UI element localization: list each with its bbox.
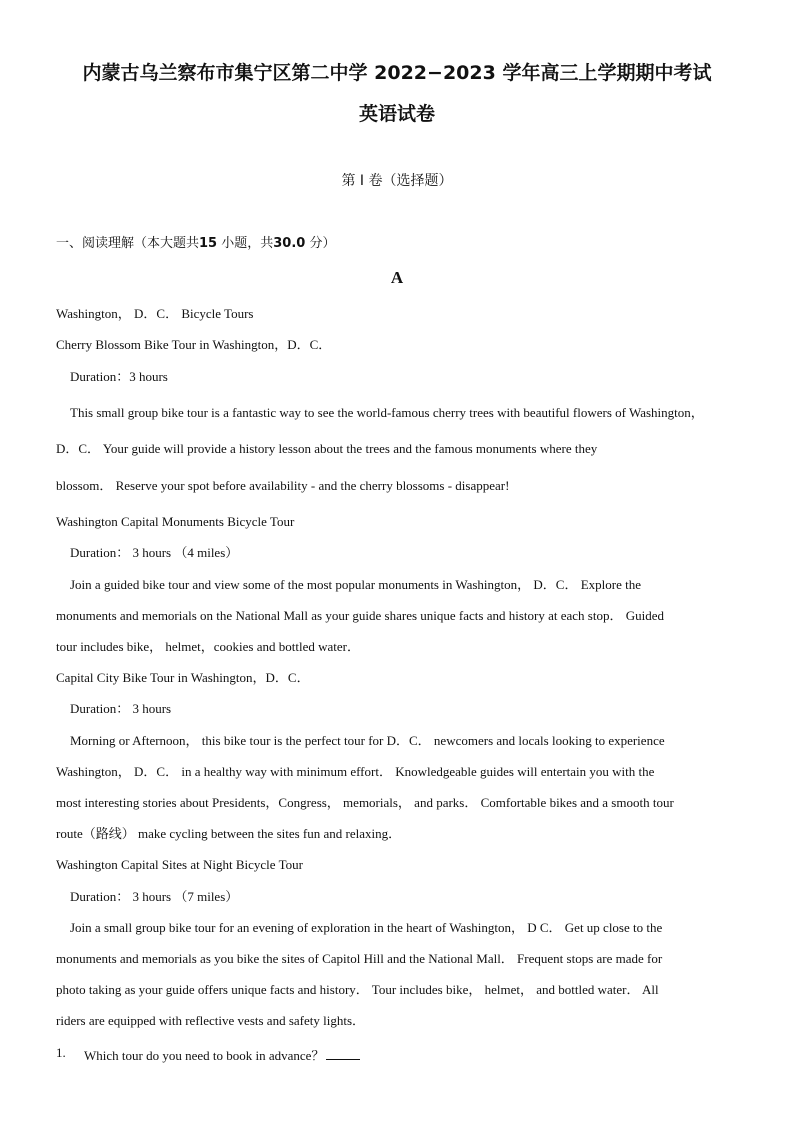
exam-title: 内蒙古乌兰察布市集宁区第二中学 2022−2023 学年高三上学期期中考试 xyxy=(82,62,712,84)
passage-line: Cherry Blossom Bike Tour in Washington，D．C． xyxy=(56,337,332,352)
section-suffix: 分） xyxy=(309,236,336,251)
passage-line: Join a small group bike tour for an evening of exploration in the heart of Washington， D C． Get up close to the xyxy=(70,920,663,935)
passage-line: route（路线） make cycling between the sites fun and relaxing． xyxy=(56,826,402,841)
passage-line: Join a guided bike tour and view some of the most popular monuments in Washington， D．C． Explore the xyxy=(70,577,641,592)
part-heading: 第 I 卷（选择题） xyxy=(341,173,453,189)
passage-line: Washington， D．C． Bicycle Tours xyxy=(56,306,254,321)
question-text xyxy=(84,1045,360,1064)
passage-line: Washington Capital Monuments Bicycle Tour xyxy=(56,514,295,529)
section-score: 30.0 xyxy=(273,236,306,251)
section-prefix: 一、阅读理解（本大题共 xyxy=(56,236,200,251)
passage-line: D．C． Your guide will provide a history lesson about the trees and the famous monuments where they xyxy=(56,441,598,456)
passage-line: Washington Capital Sites at Night Bicycle Tour xyxy=(56,857,303,872)
passage-line: Capital City Bike Tour in Washington，D．C． xyxy=(56,670,310,685)
section-heading xyxy=(56,232,336,251)
passage-line: Duration：3 hours xyxy=(70,369,168,384)
passage-line: most interesting stories about Presidents，Congress， memorials， and parks． Comfortable bikes and a smooth tour xyxy=(56,795,674,810)
passage-line: riders are equipped with reflective vests and safety lights． xyxy=(56,1013,366,1028)
section-count: 15 xyxy=(199,236,218,251)
section-mid: 小题，共 xyxy=(221,236,274,251)
passage-line: Duration： 3 hours xyxy=(70,701,172,716)
passage-line: Washington， D．C． in a healthy way with minimum effort． Knowledgeable guides will entertain you with the xyxy=(56,764,655,779)
passage-line: Duration： 3 hours （4 miles） xyxy=(70,545,239,560)
passage-line: Duration： 3 hours （7 miles） xyxy=(70,889,239,904)
passage-line: photo taking as your guide offers unique facts and history． Tour includes bike， helmet， and bottled water． All xyxy=(56,982,659,997)
question-stem: Which tour do you need to book in advance？ xyxy=(84,1048,325,1063)
question-number: 1. xyxy=(56,1045,66,1060)
passage-line: monuments and memorials as you bike the sites of Capitol Hill and the National Mall． Frequent stops are made for xyxy=(56,951,663,966)
exam-subject: 英语试卷 xyxy=(358,103,435,125)
passage-line: Morning or Afternoon， this bike tour is the perfect tour for D．C． newcomers and locals looking to experience xyxy=(70,733,665,748)
passage-line: monuments and memorials on the National Mall as your guide shares unique facts and history at each stop． Guided xyxy=(56,608,664,623)
answer-blank[interactable] xyxy=(326,1047,360,1060)
passage-line: tour includes bike， helmet，cookies and bottled water． xyxy=(56,639,360,654)
passage-line: This small group bike tour is a fantastic way to see the world-famous cherry trees with beautiful flowers of Washington， xyxy=(70,405,704,420)
passage-line: blossom． Reserve your spot before availability - and the cherry blossoms - disappear! xyxy=(56,478,510,493)
passage-letter: A xyxy=(390,268,404,287)
